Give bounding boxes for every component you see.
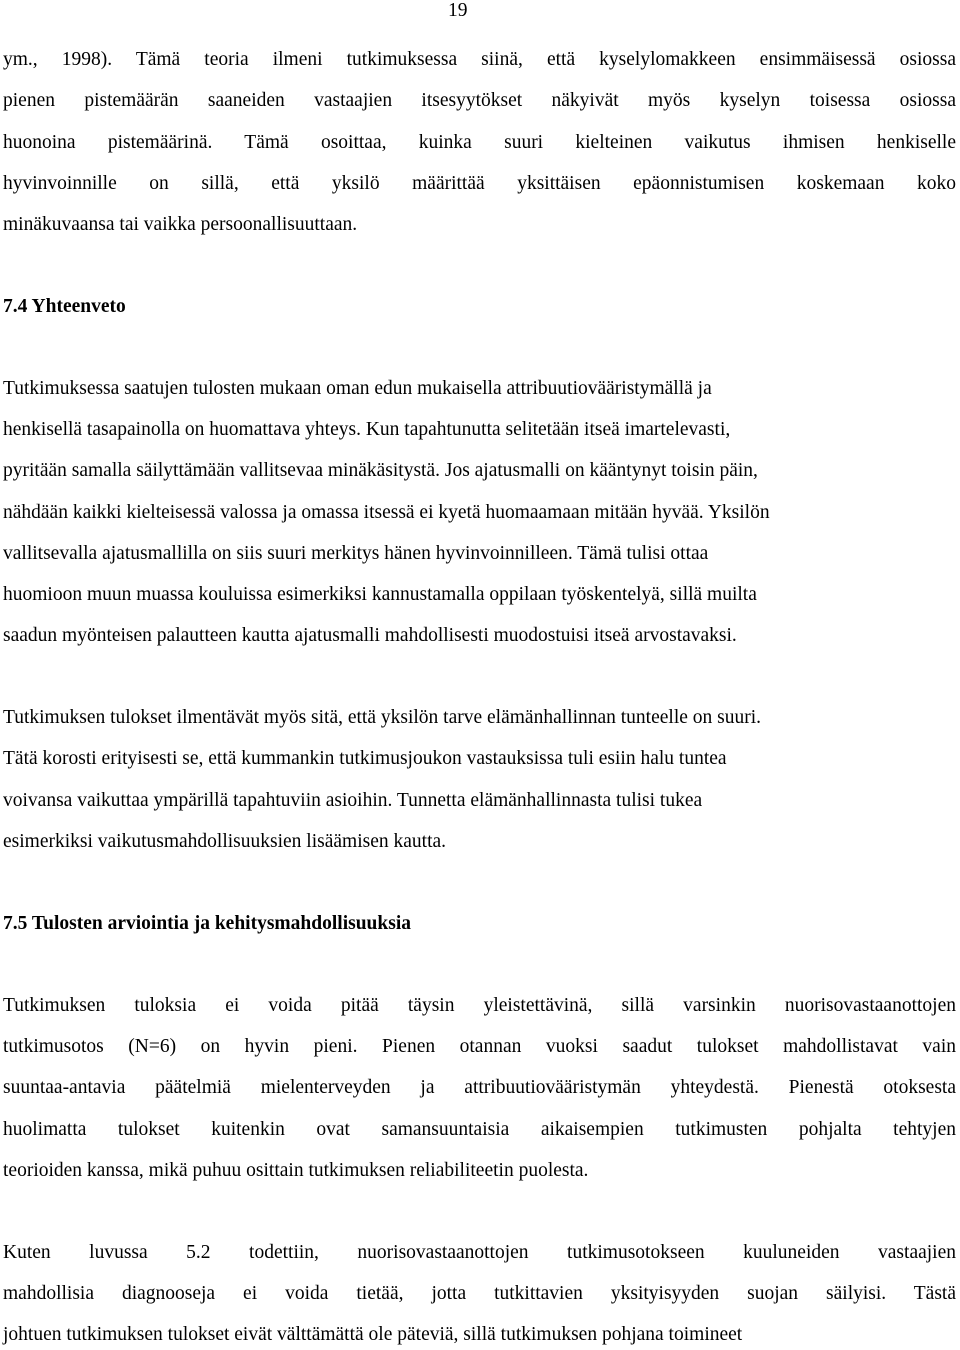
text-line: esimerkiksi vaikutusmahdollisuuksien lisäämisen kautta. [3, 831, 447, 852]
text-line: Tutkimuksen tuloksia ei voida pitää täysin yleistettävinä, sillä varsinkin nuorisovastaanottojen [3, 995, 956, 1016]
text-line: pyritään samalla säilyttämään vallitsevaa minäkäsitystä. Jos ajatusmalli on kääntynyt toisin päin, [3, 460, 758, 481]
page-number: 19 [448, 0, 468, 21]
text-line: teorioiden kanssa, mikä puhuu osittain tutkimuksen reliabiliteetin puolesta. [3, 1160, 589, 1181]
text-line: hyvinvoinnille on sillä, että yksilö määrittää yksittäisen epäonnistumisen koskemaan koko [3, 173, 956, 194]
text-line: suuntaa-antavia päätelmiä mielenterveyden ja attribuutiovääristymän yhteydestä. Pienestä otoksesta [3, 1077, 956, 1098]
text-line: pienen pistemäärän saaneiden vastaajien itsesyytökset näkyivät myös kyselyn toisessa osiossa [3, 90, 956, 111]
text-line: Tutkimuksessa saatujen tulosten mukaan oman edun mukaisella attribuutiovääristymällä ja [3, 378, 712, 399]
text-line: huomioon muun muassa kouluissa esimerkiksi kannustamalla oppilaan työskentelyä, sillä muilta [3, 584, 757, 605]
text-line: johtuen tutkimuksen tulokset eivät välttämättä ole päteviä, sillä tutkimuksen pohjana toimineet [3, 1324, 743, 1345]
text-line: ym., 1998). Tämä teoria ilmeni tutkimuksessa siinä, että kyselylomakkeen ensimmäisessä osiossa [3, 49, 956, 70]
text-line: tutkimusotos (N=6) on hyvin pieni. Pienen otannan vuoksi saadut tulokset mahdollistavat vain [3, 1036, 956, 1057]
section-heading-7-5: 7.5 Tulosten arviointia ja kehitysmahdollisuuksia [3, 913, 411, 934]
text-line: saadun myönteisen palautteen kautta ajatusmalli mahdollisesti muodostuisi itseä arvostavaksi. [3, 625, 737, 646]
text-line: huonoina pistemäärinä. Tämä osoittaa, kuinka suuri kielteinen vaikutus ihmisen henkiselle [3, 132, 956, 153]
text-line: Tutkimuksen tulokset ilmentävät myös sitä, että yksilön tarve elämänhallinnan tunteelle on suuri. [3, 707, 762, 728]
text-line: Tätä korosti erityisesti se, että kummankin tutkimusjoukon vastauksissa tuli esiin halu tuntea [3, 748, 727, 769]
text-line: henkisellä tasapainolla on huomattava yhteys. Kun tapahtunutta selitetään itseä imartelevasti, [3, 419, 731, 440]
text-line: vallitsevalla ajatusmallilla on siis suuri merkitys hänen hyvinvoinnilleen. Tämä tulisi ottaa [3, 543, 709, 564]
text-line: nähdään kaikki kielteisessä valossa ja omassa itsessä ei kyetä huomaamaan mitään hyvää. Yksilön [3, 502, 770, 523]
text-line: huolimatta tulokset kuitenkin ovat samansuuntaisia aikaisempien tutkimusten pohjalta tehtyjen [3, 1119, 956, 1140]
text-line: minäkuvaansa tai vaikka persoonallisuuttaan. [3, 214, 358, 235]
text-line: voivansa vaikuttaa ympärillä tapahtuviin asioihin. Tunnetta elämänhallinnasta tulisi tukea [3, 790, 703, 811]
text-line: mahdollisia diagnooseja ei voida tietää, jotta tutkittavien yksityisyyden suojan säilyisi. Tästä [3, 1283, 956, 1304]
section-heading-7-4: 7.4 Yhteenveto [3, 296, 126, 317]
text-line: Kuten luvussa 5.2 todettiin, nuorisovastaanottojen tutkimusotokseen kuuluneiden vastaajien [3, 1242, 956, 1263]
